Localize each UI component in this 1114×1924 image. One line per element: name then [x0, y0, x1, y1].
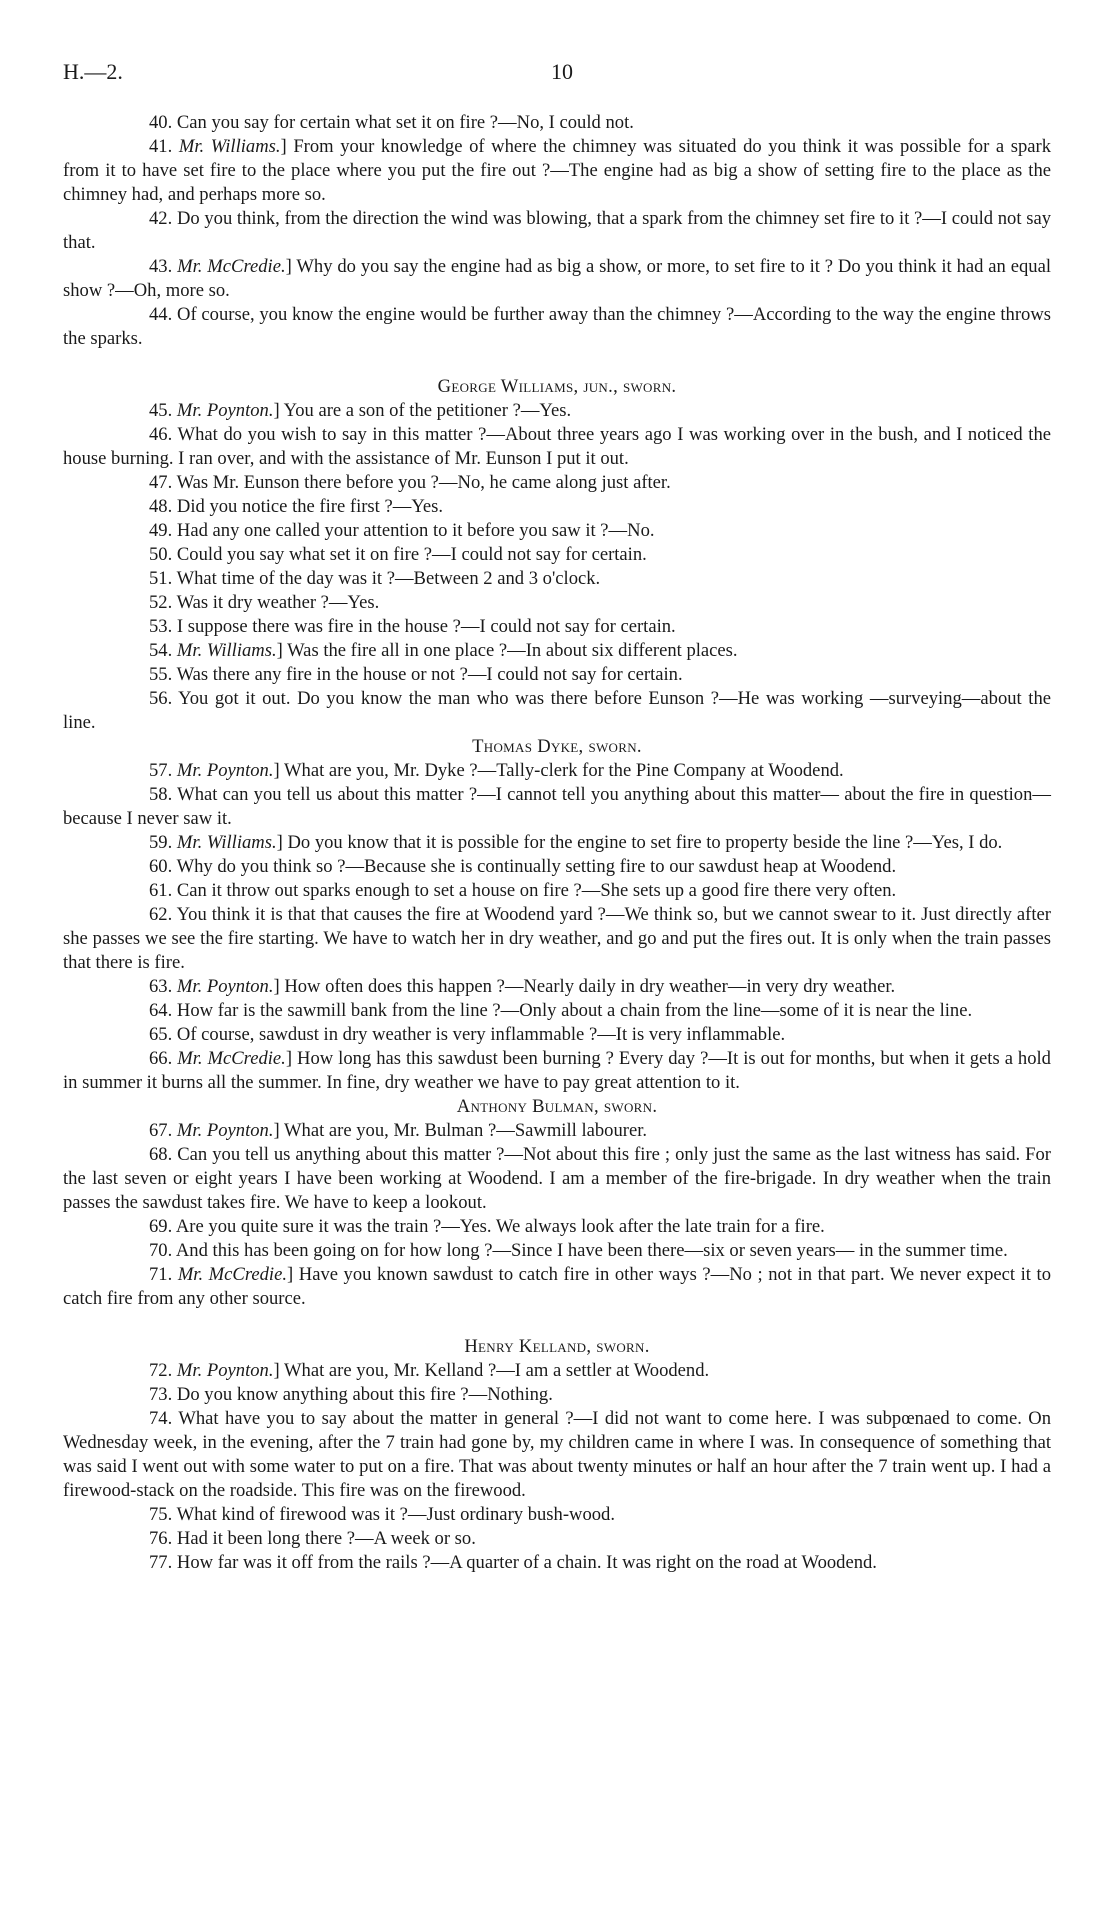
question-44: 44. Of course, you know the engine would be further away than the chimney ?—According to the way the engine throws the sparks. [63, 304, 1051, 349]
question-57: 57. Mr. Poynton.] What are you, Mr. Dyke ?—Tally-clerk for the Pine Company at Woodend. [149, 760, 844, 781]
question-55: 55. Was there any fire in the house or not ?—I could not say for certain. [149, 664, 683, 685]
page-number: 10 [551, 59, 573, 84]
question-50: 50. Could you say what set it on fire ?—I could not say for certain. [149, 544, 647, 565]
question-45: 45. Mr. Poynton.] You are a son of the petitioner ?—Yes. [149, 400, 572, 421]
speaker: Mr. Poynton. [176, 1360, 274, 1381]
speaker: Mr. McCredie. [177, 1264, 287, 1285]
question-71: 71. Mr. McCredie.] Have you known sawdust to catch fire in other ways ?—No ; not in that part. We never expect it to catch fire from any other source. [63, 1264, 1051, 1309]
question-66: 66. Mr. McCredie.] How long has this sawdust been burning ? Every day ?—It is out for months, but when it gets a hold in summer it burns all the summer. In fine, dry weather we have to pay great attention to it. [63, 1048, 1051, 1093]
question-77: 77. How far was it off from the rails ?—A quarter of a chain. It was right on the road at Woodend. [149, 1552, 877, 1573]
question-40: 40. Can you say for certain what set it on fire ?—No, I could not. [149, 112, 634, 133]
question-65: 65. Of course, sawdust in dry weather is very inflammable ?—It is very inflammable. [149, 1024, 786, 1045]
question-60: 60. Why do you think so ?—Because she is continually setting fire to our sawdust heap at Woodend. [149, 856, 897, 877]
question-67: 67. Mr. Poynton.] What are you, Mr. Bulman ?—Sawmill labourer. [149, 1120, 648, 1141]
speaker: Mr. McCredie. [177, 1048, 286, 1069]
speaker: Mr. Poynton. [176, 1120, 274, 1141]
speaker: Mr. Poynton. [176, 760, 274, 781]
question-53: 53. I suppose there was fire in the house ?—I could not say for certain. [149, 616, 676, 637]
question-48: 48. Did you notice the fire first ?—Yes. [149, 496, 444, 517]
witness-heading: George Williams, jun., sworn. [437, 376, 677, 397]
question-70: 70. And this has been going on for how long ?—Since I have been there—six or seven years— in the summer time. [149, 1240, 1008, 1261]
question-69: 69. Are you quite sure it was the train ?—Yes. We always look after the late train for a fire. [149, 1216, 825, 1237]
witness-heading: Thomas Dyke, sworn. [472, 736, 642, 757]
question-63: 63. Mr. Poynton.] How often does this happen ?—Nearly daily in dry weather—in very dry weather. [149, 976, 896, 997]
question-61: 61. Can it throw out sparks enough to set a house on fire ?—She sets up a good fire there very often. [149, 880, 897, 901]
question-51: 51. What time of the day was it ?—Between 2 and 3 o'clock. [149, 568, 601, 589]
speaker: Mr. Williams. [176, 832, 277, 853]
witness-heading: Anthony Bulman, sworn. [456, 1096, 658, 1117]
document-reference: H.—2. [63, 59, 123, 84]
question-64: 64. How far is the sawmill bank from the line ?—Only about a chain from the line—some of it is near the line. [149, 1000, 973, 1021]
question-54: 54. Mr. Williams.] Was the fire all in one place ?—In about six different places. [149, 640, 738, 661]
question-52: 52. Was it dry weather ?—Yes. [149, 592, 380, 613]
speaker: Mr. McCredie. [177, 256, 286, 277]
question-74: 74. What have you to say about the matter in general ?—I did not want to come here. I was subpœnaed to come. On Wednesday week, in the evening, after the 7 train had gone by, my children came in where I was. In consequence of something that was said I went out with some water to put on a fire. That was about twenty minutes or half an hour after the 7 train went up. I had a firewood-stack on the roadside. This fire was on the firewood. [63, 1408, 1051, 1501]
speaker: Mr. Williams. [176, 640, 277, 661]
witness-heading: Henry Kelland, sworn. [464, 1336, 650, 1357]
question-62: 62. You think it is that that causes the fire at Woodend yard ?—We think so, but we cannot swear to it. Just directly after she passes we see the fire starting. We have to watch her in dry weather, and go and put the fires out. It is only when the train passes that there is fire. [63, 904, 1051, 973]
testimony-body [63, 111, 1051, 1575]
question-41: 41. Mr. Williams.] From your knowledge of where the chimney was situated do you think it was possible for a spark from it to have set fire to the place where you put the fire out ?—The engine had as big a show of setting fire to the place as the chimney had, and perhaps more so. [63, 136, 1051, 205]
question-56: 56. You got it out. Do you know the man who was there before Eunson ?—He was working —surveying—about the line. [63, 688, 1051, 733]
speaker: Mr. Williams. [178, 136, 281, 157]
question-42: 42. Do you think, from the direction the wind was blowing, that a spark from the chimney set fire to it ?—I could not say that. [63, 208, 1051, 253]
question-59: 59. Mr. Williams.] Do you know that it is possible for the engine to set fire to property beside the line ?—Yes, I do. [149, 832, 1003, 853]
speaker: Mr. Poynton. [176, 400, 274, 421]
question-72: 72. Mr. Poynton.] What are you, Mr. Kelland ?—I am a settler at Woodend. [149, 1360, 710, 1381]
question-43: 43. Mr. McCredie.] Why do you say the engine had as big a show, or more, to set fire to it ? Do you think it had an equal show ?—Oh, more so. [63, 256, 1051, 301]
question-68: 68. Can you tell us anything about this matter ?—Not about this fire ; only just the same as the last witness has said. For the last seven or eight years I have been working at Woodend. I am a member of the fire-brigade. In dry weather when the train passes the sawdust takes fire. We have to keep a lookout. [63, 1144, 1051, 1213]
speaker: Mr. Poynton. [176, 976, 274, 997]
question-58: 58. What can you tell us about this matter ?—I cannot tell you anything about this matter— about the fire in question—because I never saw it. [63, 784, 1051, 829]
page-header [63, 55, 1061, 89]
question-75: 75. What kind of firewood was it ?—Just ordinary bush-wood. [149, 1504, 615, 1525]
question-49: 49. Had any one called your attention to it before you saw it ?—No. [149, 520, 655, 541]
question-73: 73. Do you know anything about this fire ?—Nothing. [149, 1384, 553, 1405]
question-46: 46. What do you wish to say in this matter ?—About three years ago I was working over in the bush, and I noticed the house burning. I ran over, and with the assistance of Mr. Eunson I put it out. [63, 424, 1052, 469]
question-47: 47. Was Mr. Eunson there before you ?—No, he came along just after. [149, 472, 671, 493]
question-76: 76. Had it been long there ?—A week or so. [149, 1528, 476, 1549]
